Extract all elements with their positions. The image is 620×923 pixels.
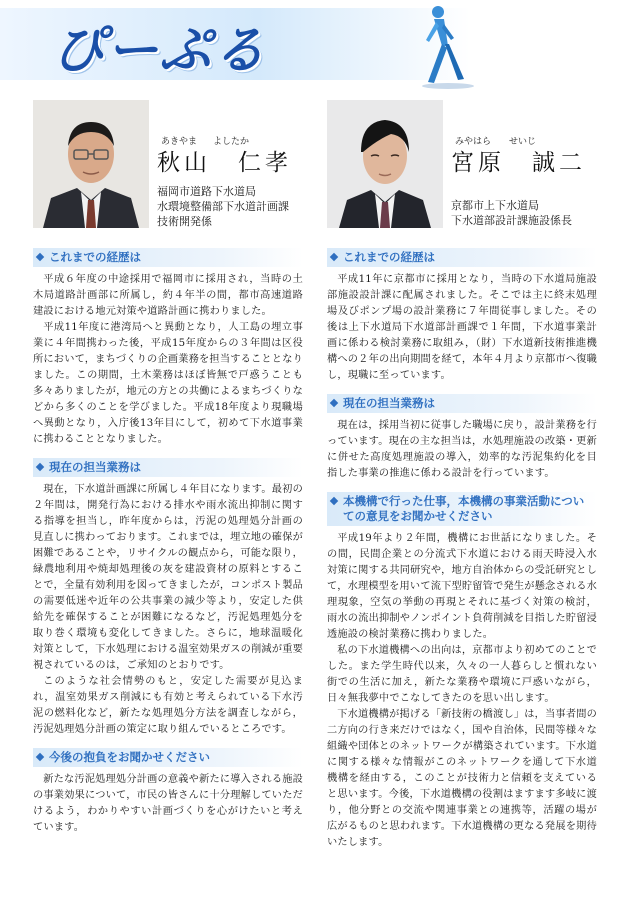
name-reading-given: せいじ bbox=[509, 137, 537, 147]
section-career bbox=[327, 248, 597, 384]
section-heading: 現在の担当業務は bbox=[33, 458, 303, 477]
affiliation bbox=[451, 198, 572, 228]
diamond-bullet-icon bbox=[330, 253, 338, 261]
paragraph: このような社会情勢のもと，安定した需要が見込まれ，温室効果ガス削減にも有効と考えられている下水汚泥の燃料化など，新たな処理処分方法を調査しながら，汚泥処理処分計画の策定に取り組んでいるところです。 bbox=[33, 676, 303, 735]
section-opinion bbox=[327, 492, 597, 851]
page-header bbox=[0, 0, 620, 92]
profile-header bbox=[33, 100, 303, 238]
section-current-work bbox=[327, 394, 597, 482]
name-reading-given: よしたか bbox=[213, 137, 250, 147]
person-name: 宮原 誠二 bbox=[451, 150, 586, 176]
affiliation-line: 京都市上下水道局 bbox=[451, 199, 539, 212]
person-name: 秋山 仁孝 bbox=[157, 150, 292, 176]
diamond-bullet-icon bbox=[330, 399, 338, 407]
section-career bbox=[33, 248, 303, 448]
walking-person-icon bbox=[398, 2, 478, 92]
section-heading: これまでの経歴は bbox=[327, 248, 597, 267]
paragraph: 下水道機構が掲げる「新技術の橋渡し」は，当事者間の二方向の行き来だけではなく，国や自治体，民間等様々な組織や団体とのネットワークが構築されています。下水道に関する様々な情報がこのネットワークを通して下水道機構を経由する，このことが技術力と信頼を支えていると思います。今後，下水道機構の役割はますます多岐に渡り，他分野との交流や関連事業との連携等，活躍の場が広がるものと思われます。下水道機構の更なる発展を期待いたします。 bbox=[327, 709, 597, 848]
profile-column-2 bbox=[327, 100, 597, 851]
paragraph: 平成11年度に港湾局へと異動となり，人工島の埋立事業に４年間携わった後，平成15年度からの３年間は区役所において，まちづくりの企画業務を担当することとなりました。この期間，土木業務はほぼ皆無で戸惑うことも多々ありましたが，地元の方との共働によるまちづくりなどから多くのことを学びました。平成18年度より現職場へ異動となり，入庁後13年目にして，初めて下水道事業に携わることとなりました。 bbox=[33, 322, 303, 445]
section-heading: 現在の担当業務は bbox=[327, 394, 597, 413]
section-heading: 今後の抱負をお聞かせください bbox=[33, 748, 303, 767]
name-reading-family: みやはら bbox=[455, 137, 492, 147]
section-heading: これまでの経歴は bbox=[33, 248, 303, 267]
paragraph: 平成11年に京都市に採用となり，当時の下水道局施設部施設設計課に配属されました。そこでは主に終末処理場及びポンプ場の設計業務に７年間従事しました。その後は上下水道局下水道部計画課で１年間，下水道事業計画に係わる検討業務に取組み，（財）下水道新技術推進機構への２年の出向期間を経て，本年４月より京都市へ復職し，現職に至っています。 bbox=[327, 274, 597, 381]
diamond-bullet-icon bbox=[36, 253, 44, 261]
paragraph: 現在，下水道計画課に所属し４年目になります。最初の２年間は，開発行為における排水や雨水流出抑制に関する指導を担当し，昨年度からは，汚泥の処理処分計画の見直しに携わっております。これまでは，埋立地の確保が困難であることや，リサイクルの観点から，可能な限り，緑農地利用や焼却処理後の灰を建設資材の原料とすることで，全量有効利用を図ってきましたが，コンポスト製品の需要低迷や近年の公共事業の減少等より，安定した供給先を確保することが困難になるなど，汚泥処理処分を取り巻く環境も変化してきました。さらに，地球温暖化対策として，下水処理における温室効果ガスの削減が重要視されているのは，ご承知のとおりです。 bbox=[33, 484, 303, 671]
paragraph: 平成６年度の中途採用で福岡市に採用され，当時の土木局道路計画部に所属し，約４年半の間，都市高速道路建設における地元対策や道路計画に携わりました。 bbox=[33, 274, 303, 317]
portrait-photo bbox=[33, 100, 149, 228]
section-current-work bbox=[33, 458, 303, 738]
portrait-photo bbox=[327, 100, 443, 228]
affiliation-line: 水環境整備部下水道計画課 bbox=[157, 200, 289, 213]
paragraph: 平成19年より２年間，機構にお世話になりました。その間，民間企業との分流式下水道における雨天時浸入水対策に関する共同研究や，地方自治体からの受託研究として，水理模型を用いて流下型貯留管で発生が懸念される水理現象，空気の挙動の再現とそれに基づく対策の検討，雨水の流出抑制やノンポイント負荷削減を目指した貯留浸透施設の検討業務に携わりました。 bbox=[327, 533, 597, 640]
section-aspirations bbox=[33, 748, 303, 836]
profile-column-1 bbox=[33, 100, 303, 836]
page-title: ぴーぷる bbox=[52, 21, 267, 81]
name-reading-family: あきやま bbox=[161, 137, 198, 147]
paragraph: 現在は，採用当初に従事した職場に戻り，設計業務を行っています。現在の主な担当は，水処理施設の改築・更新に併せた高度処理施設の導入，効率的な汚泥集約化を目指した事業の推進に係わる設計を行っています。 bbox=[327, 420, 597, 479]
affiliation bbox=[157, 184, 289, 229]
affiliation-line: 福岡市道路下水道局 bbox=[157, 185, 256, 198]
affiliation-line: 技術開発係 bbox=[157, 215, 212, 228]
paragraph: 私の下水道機構への出向は，京都市より初めてのことでした。また学生時代以来，久々の一人暮らしと慣れない街での生活に加え，新たな業務や環境に戸惑いながら，日々無我夢中でこなしてきたのを思い出します。 bbox=[327, 645, 597, 704]
paragraph: 新たな汚泥処理処分計画の意義や新たに導入される施設の事業効果について，市民の皆さんに十分理解していただけるよう，わかりやすい計画づくりを心がけたいと考えています。 bbox=[33, 774, 303, 833]
section-heading: 本機構で行った仕事，本機構の事業活動についての意見をお聞かせください bbox=[327, 492, 597, 526]
diamond-bullet-icon bbox=[36, 753, 44, 761]
affiliation-line: 下水道部設計課施設係長 bbox=[451, 214, 572, 227]
profile-header bbox=[327, 100, 597, 238]
diamond-bullet-icon bbox=[330, 497, 338, 505]
diamond-bullet-icon bbox=[36, 463, 44, 471]
